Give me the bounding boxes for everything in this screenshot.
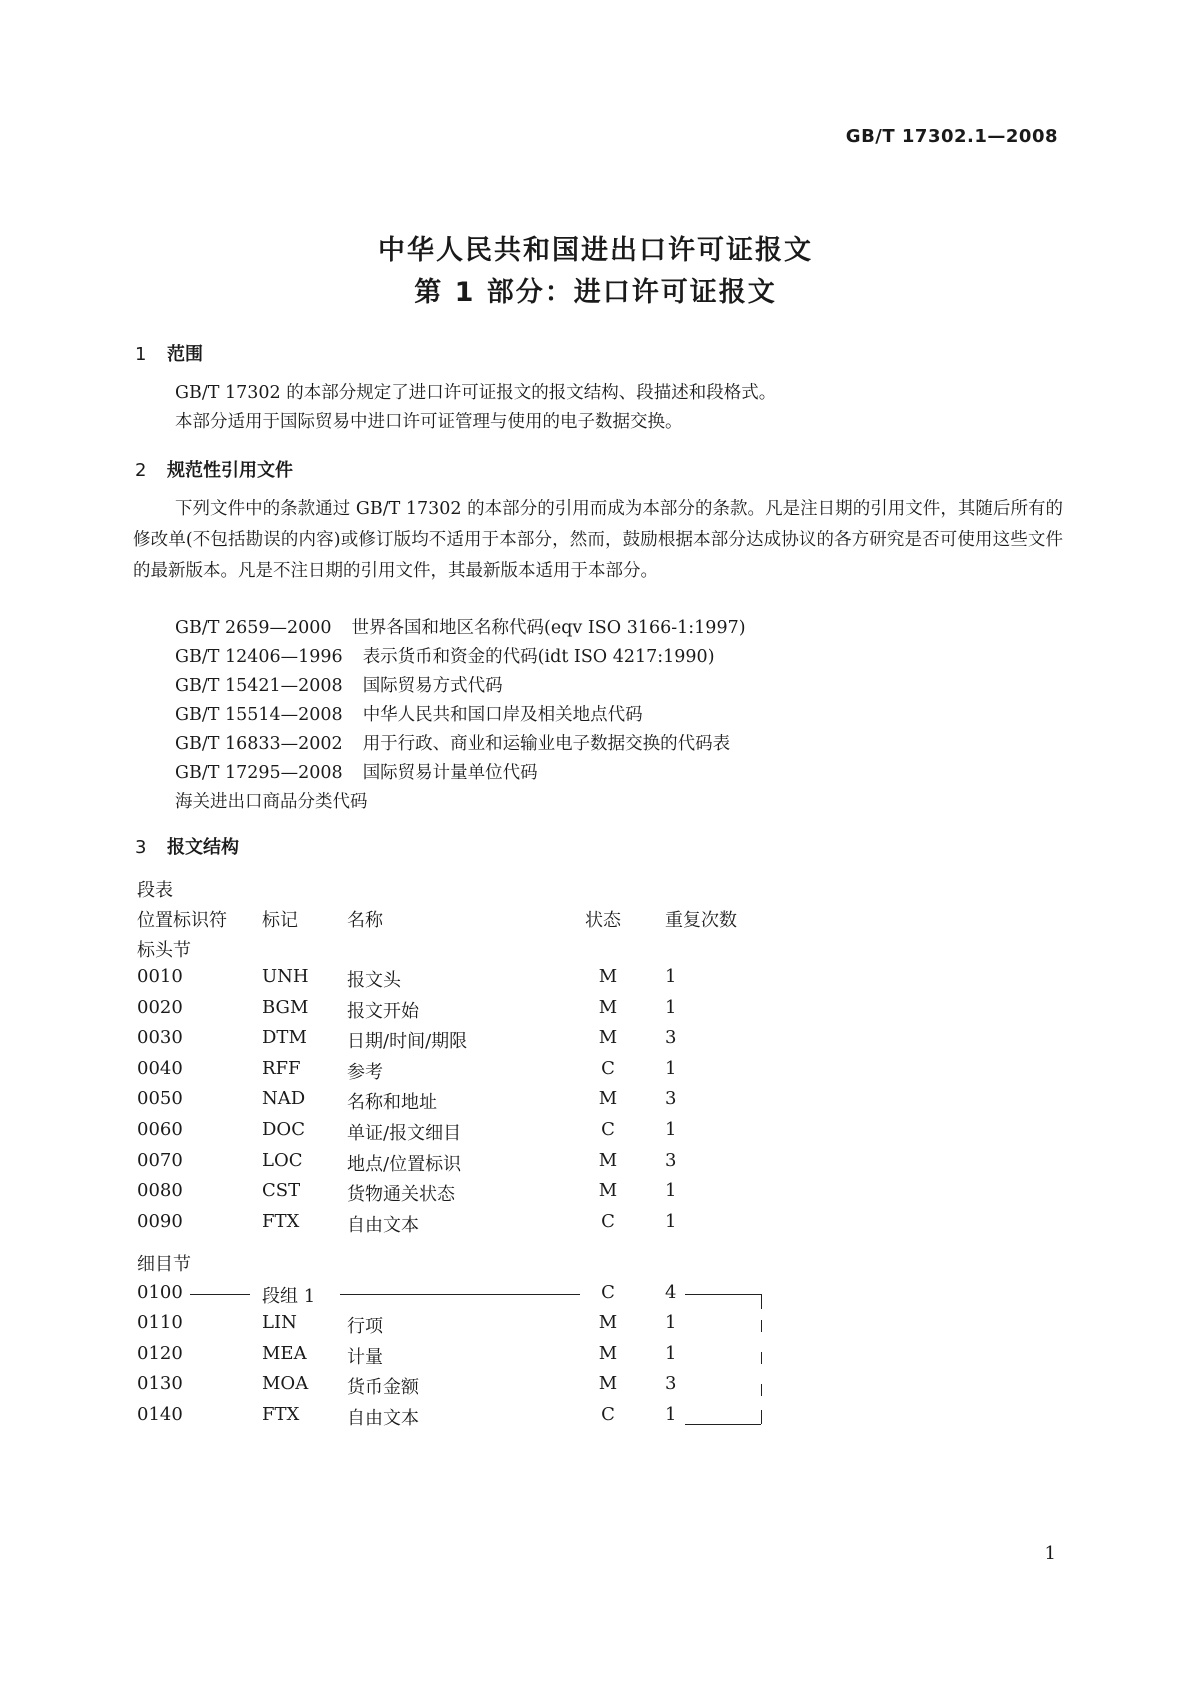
group-connector-line	[190, 1294, 250, 1295]
reference-code: GB/T 12406—1996	[175, 647, 343, 667]
row-tag: NAD	[262, 1088, 306, 1110]
row-tag: LIN	[262, 1312, 297, 1333]
row-tag: RFF	[262, 1057, 301, 1079]
reference-name: 表示货币和资金的代码(idt ISO 4217:1990)	[362, 647, 715, 667]
header-pos: 位置标识符	[137, 910, 227, 931]
row-name: 报文头	[347, 970, 401, 991]
section-number: 3	[135, 837, 147, 858]
row-repeat: 1	[665, 1403, 677, 1425]
row-repeat: 3	[665, 1149, 677, 1171]
reference-item	[175, 759, 538, 784]
row-tag: LOC	[262, 1149, 303, 1171]
group-connector-line	[340, 1294, 580, 1295]
row-pos: 0110	[137, 1312, 183, 1333]
group-bracket-tick	[761, 1384, 762, 1396]
reference-name: 国际贸易方式代码	[362, 676, 503, 696]
row-tag: CST	[262, 1180, 301, 1202]
reference-item	[175, 643, 715, 668]
reference-code: GB/T 2659—2000	[175, 618, 332, 638]
reference-name: 中华人民共和国口岸及相关地点代码	[362, 705, 643, 725]
row-name: 报文开始	[347, 1000, 419, 1022]
section-number: 2	[135, 460, 147, 481]
row-status: M	[598, 996, 618, 1018]
row-name: 名称和地址	[347, 1092, 437, 1114]
row-pos: 0140	[137, 1403, 183, 1425]
group-pos: 0100	[137, 1282, 183, 1303]
row-repeat: 1	[665, 1180, 677, 1202]
reference-item	[175, 614, 746, 639]
row-tag: FTX	[262, 1403, 300, 1425]
row-name: 货币金额	[347, 1377, 419, 1399]
row-tag: DTM	[262, 1027, 307, 1049]
row-name: 计量	[347, 1346, 383, 1368]
group-bracket-tick	[761, 1320, 762, 1332]
row-status: M	[598, 1027, 618, 1049]
section-title: 规范性引用文件	[167, 460, 293, 481]
group-status: C	[601, 1282, 615, 1303]
reference-code: GB/T 16833—2002	[175, 734, 343, 754]
row-tag: UNH	[262, 966, 309, 987]
section-1-heading	[135, 340, 203, 366]
row-tag: MEA	[262, 1342, 307, 1364]
row-pos: 0050	[137, 1088, 183, 1110]
row-tag: MOA	[262, 1373, 309, 1395]
group-repeat: 4	[665, 1282, 677, 1303]
row-status: M	[598, 1149, 618, 1171]
row-status: M	[598, 1180, 618, 1202]
row-status: C	[601, 1119, 615, 1140]
row-tag: DOC	[262, 1119, 305, 1140]
header-section-label: 标头节	[137, 940, 191, 961]
reference-item	[175, 730, 730, 755]
row-status: M	[598, 966, 618, 987]
reference-code: GB/T 15421—2008	[175, 676, 343, 696]
group-bracket-tick	[761, 1294, 762, 1309]
reference-name: 用于行政、商业和运输业电子数据交换的代码表	[362, 734, 731, 754]
standard-code: GB/T 17302.1—2008	[845, 126, 1058, 147]
group-bracket-top	[685, 1294, 761, 1295]
document-title-line2: 第 1 部分：进口许可证报文	[414, 277, 777, 308]
paragraph-text: 下列文件中的条款通过 GB/T 17302 的本部分的引用而成为本部分的条款。凡是注日期的引用文件，其随后所有的修改单(不包括勘误的内容)或修订版均不适用于本部分，然而，鼓励根据本部分达成协议的各方研究是否可使用这些文件的最新版本。凡是不注日期的引用文件，其最新版本适用于本部分。	[133, 499, 1063, 581]
header-name: 名称	[347, 910, 383, 931]
row-status: M	[598, 1342, 618, 1364]
reference-item	[175, 701, 643, 726]
reference-name: 世界各国和地区名称代码(eqv ISO 3166-1:1997)	[351, 618, 746, 638]
row-name: 货物通关状态	[347, 1184, 455, 1206]
row-name: 自由文本	[347, 1214, 419, 1236]
row-name: 行项	[347, 1316, 383, 1337]
row-repeat: 3	[665, 1027, 677, 1049]
row-pos: 0130	[137, 1373, 183, 1395]
row-name: 自由文本	[347, 1407, 419, 1429]
header-repeat: 重复次数	[665, 910, 737, 931]
row-pos: 0030	[137, 1027, 183, 1049]
row-repeat: 1	[665, 1119, 677, 1140]
row-repeat: 1	[665, 996, 677, 1018]
group-bracket-tick	[761, 1410, 762, 1424]
row-tag: FTX	[262, 1210, 300, 1232]
row-pos: 0010	[137, 966, 183, 987]
row-pos: 0070	[137, 1149, 183, 1171]
row-pos: 0040	[137, 1057, 183, 1079]
row-pos: 0090	[137, 1210, 183, 1232]
row-pos: 0120	[137, 1342, 183, 1364]
row-pos: 0080	[137, 1180, 183, 1202]
row-repeat: 1	[665, 1210, 677, 1232]
scope-paragraph-1: GB/T 17302 的本部分规定了进口许可证报文的报文结构、段描述和段格式。	[175, 383, 777, 403]
row-repeat: 3	[665, 1088, 677, 1110]
row-name: 日期/时间/期限	[347, 1031, 468, 1053]
header-status: 状态	[585, 910, 621, 931]
row-status: C	[601, 1403, 615, 1425]
row-pos: 0060	[137, 1119, 183, 1140]
row-name: 单证/报文细目	[347, 1123, 462, 1144]
reference-item	[175, 788, 368, 813]
detail-section-label: 细目节	[137, 1254, 191, 1275]
group-label: 段组 1	[262, 1286, 316, 1307]
document-title-line1: 中华人民共和国进出口许可证报文	[378, 235, 813, 266]
row-repeat: 1	[665, 966, 677, 987]
scope-paragraph-2: 本部分适用于国际贸易中进口许可证管理与使用的电子数据交换。	[175, 412, 683, 432]
table-caption: 段表	[137, 880, 173, 901]
section-title: 范围	[167, 344, 203, 365]
row-status: C	[601, 1057, 615, 1079]
section-title: 报文结构	[167, 837, 239, 858]
group-bracket-tick	[761, 1352, 762, 1364]
reference-name: 国际贸易计量单位代码	[362, 763, 538, 783]
row-repeat: 1	[665, 1057, 677, 1079]
reference-code: GB/T 15514—2008	[175, 705, 343, 725]
section-number: 1	[135, 344, 147, 365]
row-pos: 0020	[137, 996, 183, 1018]
row-name: 地点/位置标识	[347, 1153, 462, 1175]
reference-code: GB/T 17295—2008	[175, 763, 343, 783]
header-tag: 标记	[262, 910, 298, 931]
row-repeat: 3	[665, 1373, 677, 1395]
group-bracket-bottom	[685, 1424, 761, 1425]
reference-item	[175, 672, 503, 697]
row-tag: BGM	[262, 996, 309, 1018]
row-status: M	[598, 1312, 618, 1333]
page-number: 1	[1044, 1543, 1056, 1564]
row-name: 参考	[347, 1061, 383, 1083]
row-status: C	[601, 1210, 615, 1232]
reference-name: 海关进出口商品分类代码	[175, 792, 368, 812]
section-3-heading	[135, 833, 239, 859]
row-repeat: 1	[665, 1312, 677, 1333]
row-status: M	[598, 1373, 618, 1395]
row-repeat: 1	[665, 1342, 677, 1364]
section-2-heading	[135, 456, 293, 482]
normative-references-paragraph	[133, 494, 1063, 587]
row-status: M	[598, 1088, 618, 1110]
